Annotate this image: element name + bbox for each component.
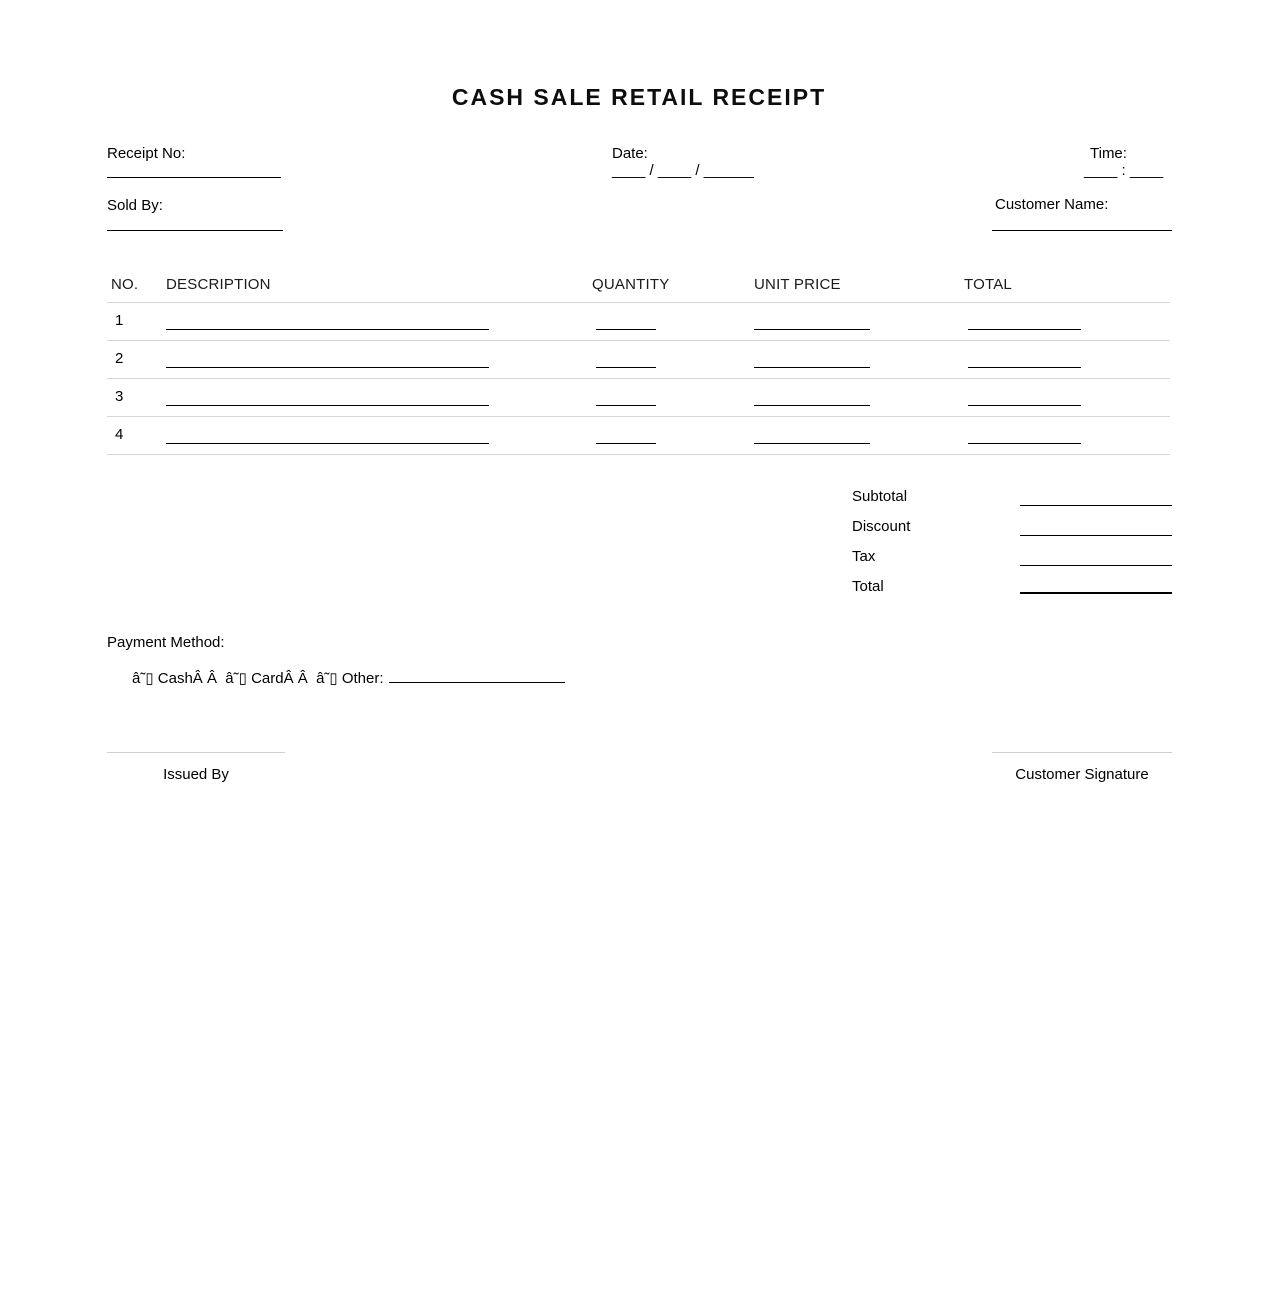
time-label: Time: bbox=[1090, 145, 1127, 162]
other-field-line bbox=[389, 669, 565, 683]
payment-options-text: â˜▯ CashÂ Â â˜▯ CardÂ Â â˜▯ Other: bbox=[132, 670, 384, 687]
description-field-line bbox=[166, 443, 489, 444]
time-block bbox=[1084, 145, 1172, 179]
tax-field-line bbox=[1020, 565, 1172, 566]
table-row bbox=[107, 341, 1170, 379]
grand-total-field-line bbox=[1020, 592, 1172, 594]
date-label: Date: bbox=[612, 145, 648, 162]
row-number: 3 bbox=[115, 388, 124, 405]
totals-row bbox=[852, 547, 1172, 577]
quantity-field-line bbox=[596, 329, 656, 330]
unit-price-field-line bbox=[754, 329, 870, 330]
date-block bbox=[612, 145, 754, 179]
row-number: 2 bbox=[115, 350, 124, 367]
payment-method-label: Payment Method: bbox=[107, 634, 225, 651]
header-total: TOTAL bbox=[964, 276, 1012, 293]
items-table-header bbox=[107, 270, 1170, 303]
time-blank-field: ____ : ____ bbox=[1084, 162, 1164, 179]
grand-total-label: Total bbox=[852, 578, 884, 595]
customer-name-field-line bbox=[992, 230, 1172, 231]
table-row bbox=[107, 379, 1170, 417]
table-row bbox=[107, 303, 1170, 341]
customer-name-label: Customer Name: bbox=[995, 196, 1109, 213]
page-title: CASH SALE RETAIL RECEIPT bbox=[451, 84, 827, 110]
quantity-field-line bbox=[596, 443, 656, 444]
header-quantity: QUANTITY bbox=[592, 276, 670, 293]
header-no: NO. bbox=[111, 276, 139, 293]
customer-signature bbox=[992, 752, 1172, 783]
quantity-field-line bbox=[596, 405, 656, 406]
header-description: DESCRIPTION bbox=[166, 276, 271, 293]
description-field-line bbox=[166, 405, 489, 406]
row-number: 1 bbox=[115, 312, 124, 329]
subtotal-field-line bbox=[1020, 505, 1172, 506]
totals-section bbox=[852, 487, 1172, 607]
table-row bbox=[107, 417, 1170, 455]
customer-signature-label: Customer Signature bbox=[1015, 766, 1149, 783]
subtotal-label: Subtotal bbox=[852, 488, 908, 505]
date-blank-field: ____ / ____ / ______ bbox=[612, 162, 754, 179]
tax-label: Tax bbox=[852, 548, 876, 565]
sold-by-label: Sold By: bbox=[107, 197, 163, 214]
description-field-line bbox=[166, 329, 489, 330]
unit-price-field-line bbox=[754, 367, 870, 368]
issued-by-label: Issued By bbox=[163, 766, 229, 783]
issued-by-signature bbox=[107, 752, 285, 783]
description-field-line bbox=[166, 367, 489, 368]
totals-row bbox=[852, 517, 1172, 547]
quantity-field-line bbox=[596, 367, 656, 368]
sold-by-field-line bbox=[107, 230, 283, 231]
row-number: 4 bbox=[115, 426, 124, 443]
total-field-line bbox=[968, 405, 1081, 406]
discount-label: Discount bbox=[852, 518, 911, 535]
total-field-line bbox=[968, 367, 1081, 368]
totals-row bbox=[852, 577, 1172, 607]
totals-row bbox=[852, 487, 1172, 517]
total-field-line bbox=[968, 443, 1081, 444]
receipt-no-field-line bbox=[107, 177, 281, 178]
total-field-line bbox=[968, 329, 1081, 330]
discount-field-line bbox=[1020, 535, 1172, 536]
payment-method-section bbox=[107, 634, 565, 704]
header-unit-price: UNIT PRICE bbox=[754, 276, 841, 293]
unit-price-field-line bbox=[754, 443, 870, 444]
unit-price-field-line bbox=[754, 405, 870, 406]
items-table bbox=[107, 270, 1170, 455]
receipt-no-label: Receipt No: bbox=[107, 145, 186, 162]
payment-options-line bbox=[107, 652, 565, 704]
